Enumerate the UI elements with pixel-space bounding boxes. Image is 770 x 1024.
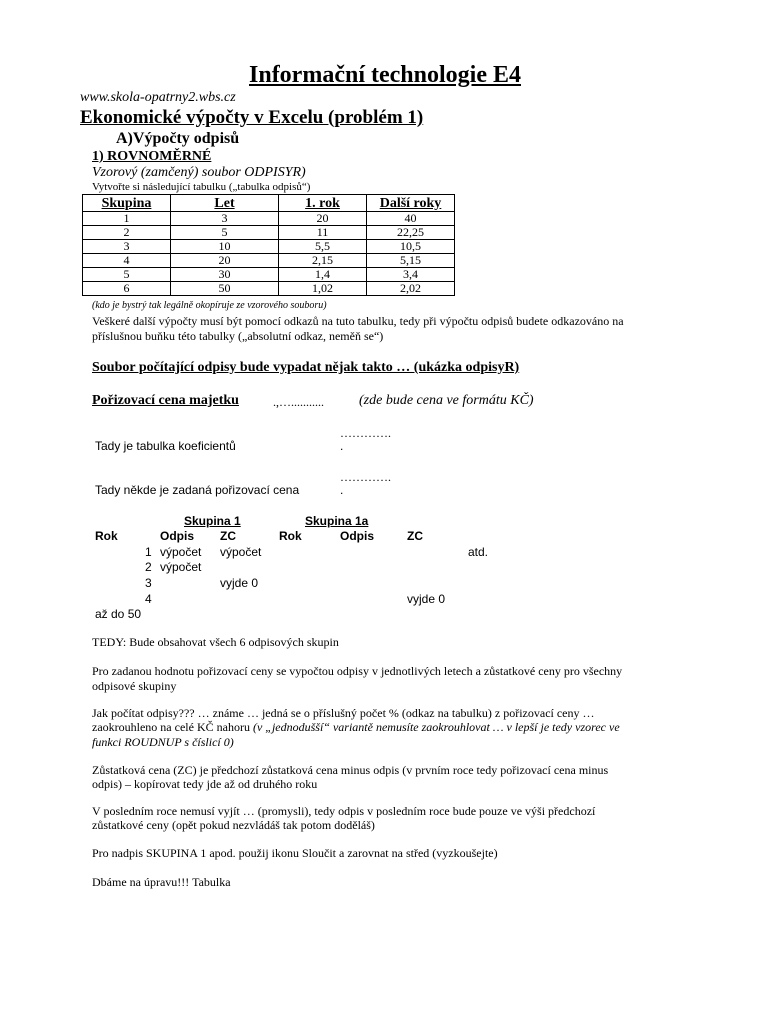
table-cell: 1,4 [279, 268, 367, 282]
purchase-price-hint: (zde bude cena ve formátu KČ) [359, 393, 534, 408]
table-cell: 3 [171, 212, 279, 226]
table-cell: 20 [171, 254, 279, 268]
table-cell: 3,4 [367, 268, 455, 282]
table-row [83, 240, 455, 254]
model-file-label: Vzorový (zamčený) soubor ODPISYR) [92, 165, 306, 180]
purchase-price-label: Pořizovací cena majetku [92, 393, 239, 408]
column-rok: Rok [279, 529, 302, 543]
table-cell: 40 [367, 212, 455, 226]
table-cell: 22,25 [367, 226, 455, 240]
section-a-heading: A)Výpočty odpisů [116, 130, 240, 147]
table-cell: 2,02 [367, 282, 455, 296]
row-number: 1 [145, 545, 152, 559]
table-instruction: Vytvořte si následující tabulku („tabulka odpisů“) [92, 181, 311, 193]
table-cell: 10,5 [367, 240, 455, 254]
row-number: 2 [145, 560, 152, 574]
coefficient-table-label: Tady je tabulka koeficientů [95, 439, 236, 453]
cell-value: vyjde 0 [407, 592, 446, 606]
table-cell: 2 [83, 226, 171, 240]
note-paragraph-line: Jak počítat odpisy??? … známe … jedná se o příslušný počet % (odkaz na tabulku) z pořizovací ceny … [92, 706, 595, 720]
note-paragraph-line: odpisové skupiny [92, 679, 177, 693]
column-rok: Rok [95, 529, 118, 543]
table-cell: 11 [279, 226, 367, 240]
table-cell: 2,15 [279, 254, 367, 268]
placeholder-dot: . [340, 439, 344, 453]
table-cell: 30 [171, 268, 279, 282]
section-sub-heading: 1) ROVNOMĚRNÉ [92, 149, 212, 164]
table-row [83, 226, 455, 240]
note-paragraph: TEDY: Bude obsahovat všech 6 odpisových skupin [92, 635, 339, 649]
table-row [83, 268, 455, 282]
group-1a-heading: Skupina 1a [305, 514, 369, 528]
depreciation-rates-table [82, 194, 455, 296]
column-odpis: Odpis [340, 529, 375, 543]
table-cell: 10 [171, 240, 279, 254]
table-cell: 3 [83, 240, 171, 254]
note-paragraph-line: V posledním roce nemusí vyjít … (promysli), tedy odpis v posledním roce bude pouze ve výši předchozí [92, 804, 596, 818]
file-section-heading: Soubor počítající odpisy bude vypadat nějak takto … (ukázka odpisyR) [92, 360, 520, 375]
table-usage-note-line2: příslušnou buňku této tabulky („absolutní odkaz, neměň se“) [92, 329, 384, 343]
group-1-heading: Skupina 1 [184, 514, 241, 528]
table-row [83, 282, 455, 296]
note-paragraph-line: Pro zadanou hodnotu pořizovací ceny se vypočtou odpisy v jednotlivých letech a zůstatkové ceny pro všechny [92, 664, 623, 678]
note-paragraph-line [92, 720, 620, 735]
cell-value: výpočet [220, 545, 262, 559]
table-usage-note-line1: Veškeré další výpočty musí být pomocí odkazů na tuto tabulku, tedy při výpočtu odpisů budete odkazováno na [92, 314, 624, 328]
cell-value: výpočet [160, 545, 202, 559]
table-cell: 5,15 [367, 254, 455, 268]
purchase-price-dots: .,…........... [273, 395, 324, 409]
column-header: Skupina [83, 195, 171, 212]
table-row [83, 212, 455, 226]
table-note: (kdo je bystrý tak legálně okopíruje ze vzorového souboru) [92, 300, 327, 311]
note-paragraph-line: Zůstatková cena (ZC) je předchozí zůstatková cena minus odpis (v prvním roce tedy pořizovací cena minus [92, 763, 609, 777]
table-cell: 20 [279, 212, 367, 226]
cell-value: výpočet [160, 560, 202, 574]
placeholder-dot: . [340, 483, 344, 497]
placeholder-dots: …………. [340, 470, 391, 484]
table-cell: 4 [83, 254, 171, 268]
table-cell: 5,5 [279, 240, 367, 254]
purchase-price-location-label: Tady někde je zadaná pořizovací cena [95, 483, 300, 497]
table-cell: 6 [83, 282, 171, 296]
table-cell: 1 [83, 212, 171, 226]
note-paragraph: Dbáme na úpravu!!! Tabulka [92, 875, 231, 889]
table-row [83, 254, 455, 268]
column-zc: ZC [407, 529, 423, 543]
until-label: až do 50 [95, 607, 142, 621]
website-url: www.skola-opatrny2.wbs.cz [80, 90, 236, 105]
table-cell: 5 [83, 268, 171, 282]
note-paragraph-line: odpis) – kopírovat tedy jde až od druhého roku [92, 777, 318, 791]
placeholder-dots: …………. [340, 426, 391, 440]
table-cell: 5 [171, 226, 279, 240]
column-odpis: Odpis [160, 529, 195, 543]
document-title: Informační technologie E4 [249, 62, 521, 88]
row-number: 4 [145, 592, 152, 606]
note-paragraph-line: funkci ROUDNUP s číslicí 0) [92, 735, 234, 749]
note-italic-text: (v „jednodušší“ variantě nemusíte zaokrouhlovat … v lepší je tedy vzorec ve [252, 720, 620, 734]
column-header: Let [171, 195, 279, 212]
column-header: Další roky [367, 195, 455, 212]
row-number: 3 [145, 576, 152, 590]
table-cell: 1,02 [279, 282, 367, 296]
table-header-row [83, 195, 455, 212]
etc-label: atd. [468, 545, 489, 559]
note-text: zaokrouhleno na celé KČ nahoru [92, 720, 253, 734]
note-paragraph-line: zůstatkové ceny (opět pokud nezvládáš tak potom doděláš) [92, 818, 375, 832]
cell-value: vyjde 0 [220, 576, 259, 590]
document-subtitle: Ekonomické výpočty v Excelu (problém 1) [80, 107, 424, 128]
column-header: 1. rok [279, 195, 367, 212]
column-zc: ZC [220, 529, 236, 543]
table-cell: 50 [171, 282, 279, 296]
note-paragraph: Pro nadpis SKUPINA 1 apod. použij ikonu Sloučit a zarovnat na střed (vyzkoušejte) [92, 846, 498, 860]
